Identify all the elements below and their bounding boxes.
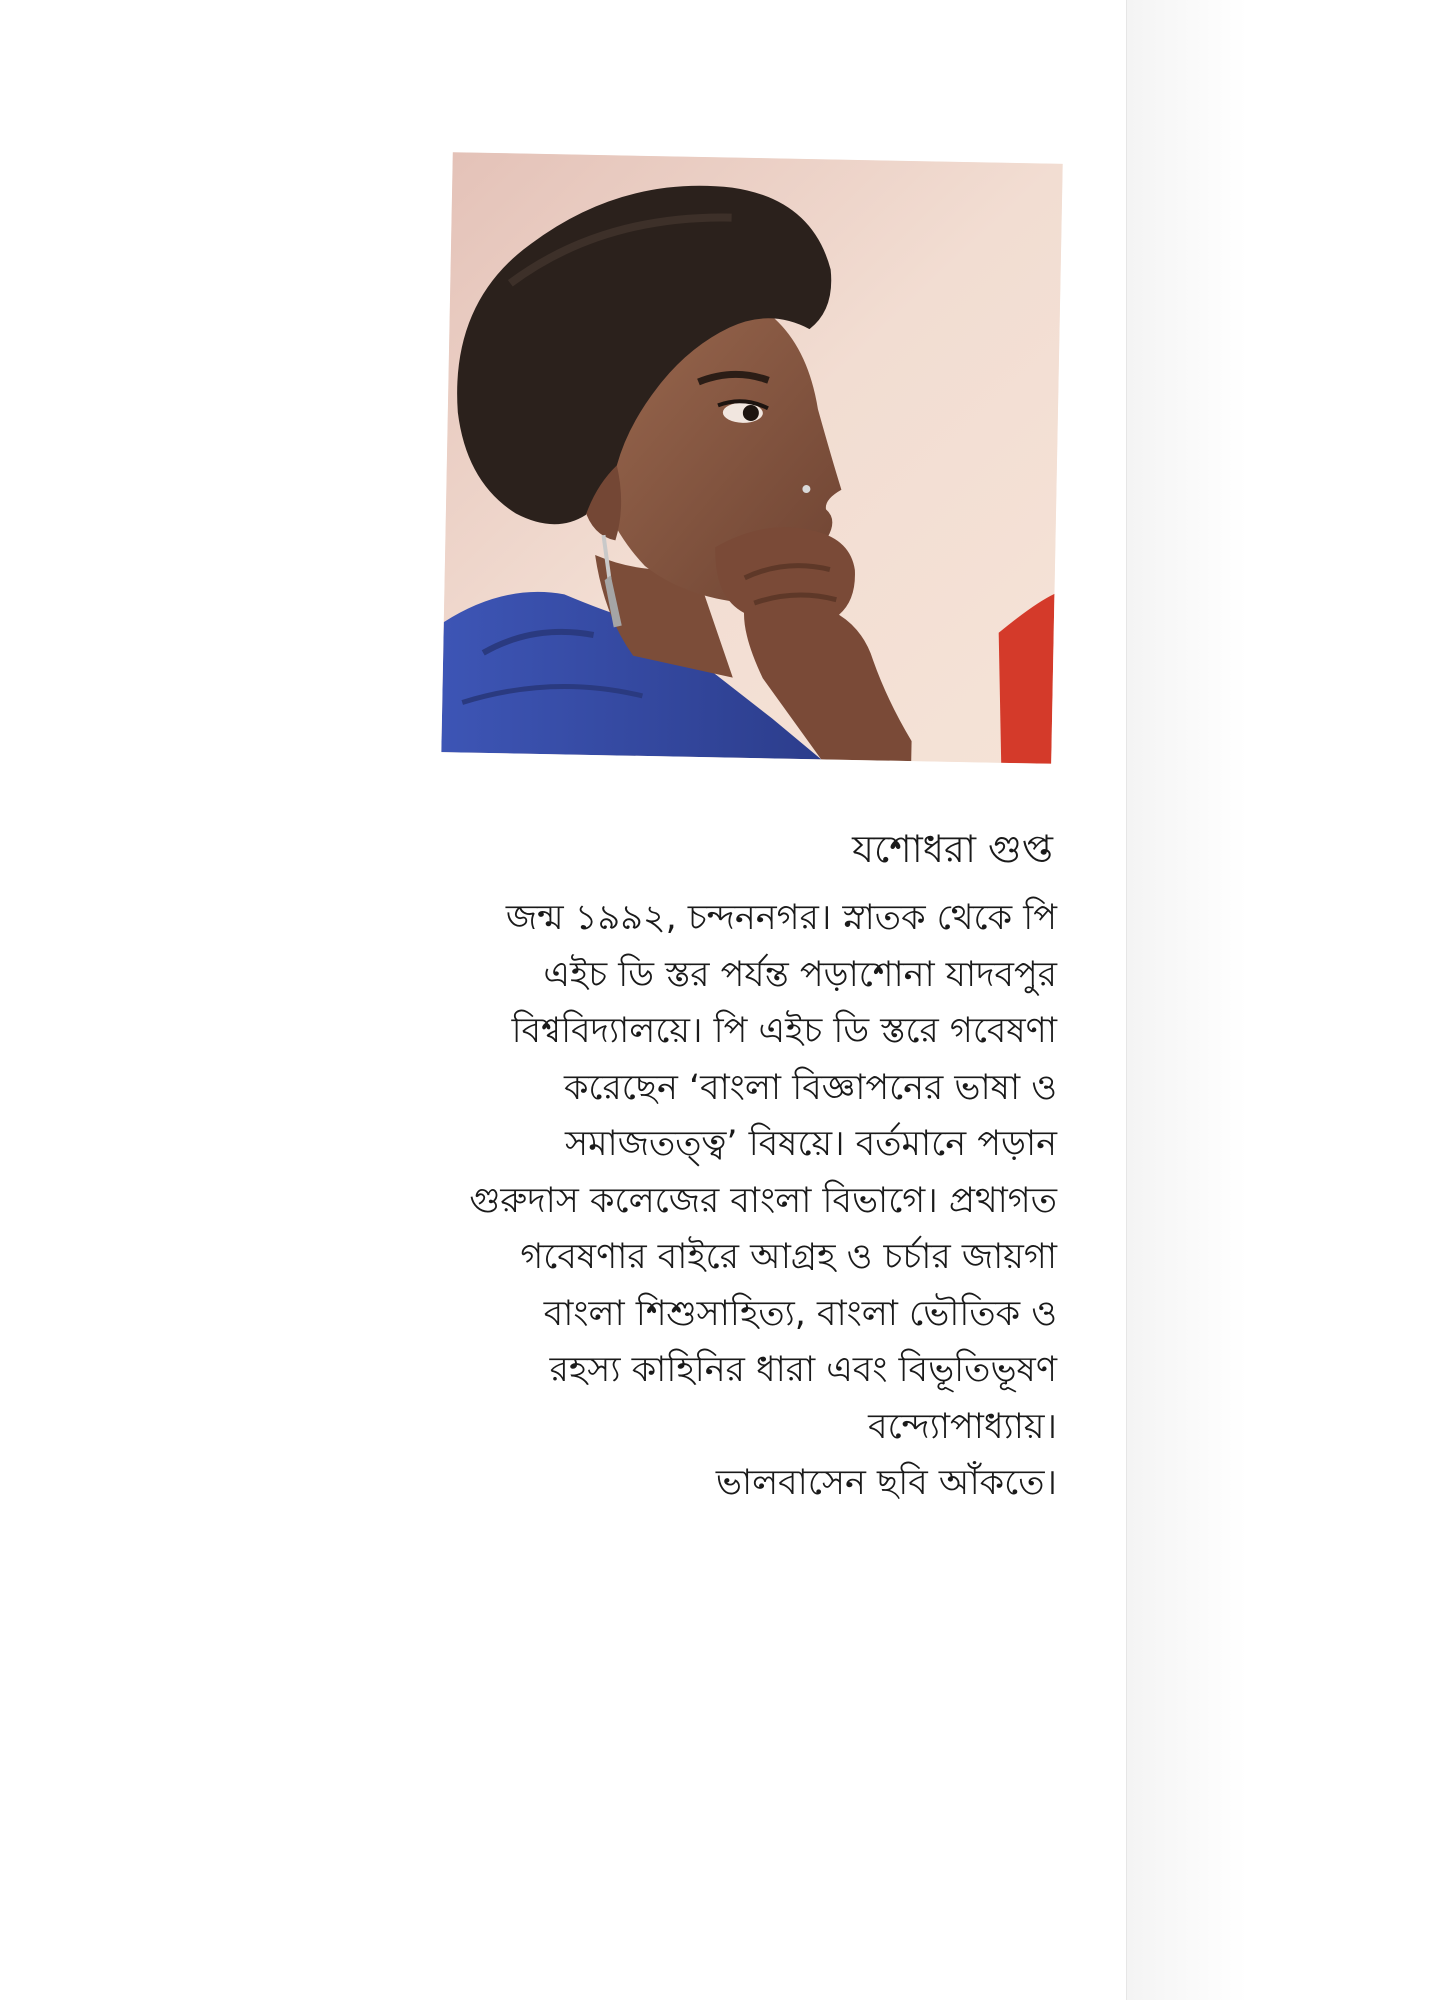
bio-line: বন্দ্যোপাধ্যায়। — [868, 1406, 1057, 1447]
author-name: যশোধরা গুপ্ত — [852, 827, 1053, 871]
bio-line: এইচ ডি স্তর পর্যন্ত পড়াশোনা যাদবপুর — [543, 954, 1057, 995]
author-bio — [417, 890, 1057, 1512]
bio-line: গুরুদাস কলেজের বাংলা বিভাগে। প্রথাগত — [469, 1180, 1057, 1221]
author-photo — [441, 152, 1062, 764]
bio-line: জন্ম ১৯৯২, চন্দননগর। স্নাতক থেকে পি — [505, 898, 1057, 938]
bio-line: সমাজতত্ত্ব’ বিষয়ে। বর্তমানে পড়ান — [565, 1124, 1057, 1164]
bio-line: গবেষণার বাইরে আগ্রহ ও চর্চার জায়গা — [520, 1237, 1057, 1277]
bio-line: ভালবাসেন ছবি আঁকতে। — [715, 1463, 1057, 1503]
bio-line: বাংলা শিশুসাহিত্য, বাংলা ভৌতিক ও — [543, 1293, 1057, 1334]
bio-line: করেছেন ‘বাংলা বিজ্ঞাপনের ভাষা ও — [563, 1067, 1057, 1108]
bio-line: রহস্য কাহিনির ধারা এবং বিভূতিভূষণ — [549, 1350, 1057, 1390]
page-edge-shadow — [1127, 0, 1429, 2000]
bio-line: বিশ্ববিদ্যালয়ে। পি এইচ ডি স্তরে গবেষণা — [511, 1011, 1057, 1051]
page-edge — [1126, 0, 1127, 2000]
